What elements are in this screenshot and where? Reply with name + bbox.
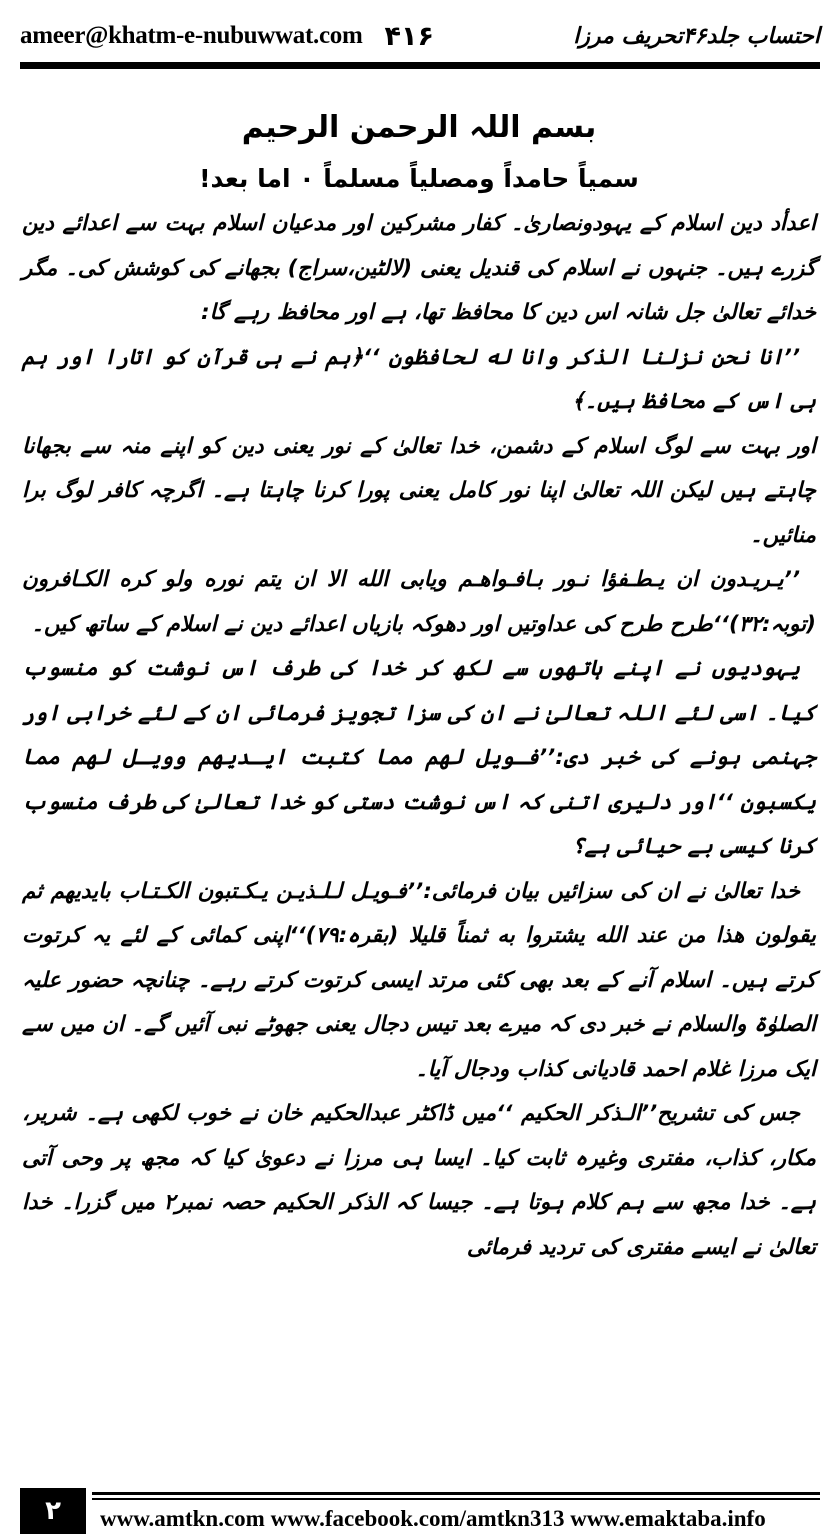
header-left	[20, 21, 434, 52]
footer-rule-thick	[92, 1492, 820, 1495]
salutation-heading: سمیاً حامداً ومصلیاً مسلماً ۰ اما بعد!	[199, 164, 639, 193]
page-number: ۴۱۶	[384, 20, 434, 52]
paragraph-3: اور بہت سے لوگ اسلام کے دشمن، خدا تعالیٰ کے نور یعنی دین کو اپنے منہ سے بجھانا چاہتے ہیں لیکن اللہ تعالیٰ اپنا نور کامل یعنی پورا کرنا چاہتا ہے۔ اگرچہ کافر لوگ برا منائیں۔	[22, 433, 816, 548]
footer-links[interactable]: www.amtkn.com www.facebook.com/amtkn313 www.emaktaba.info	[100, 1506, 766, 1531]
running-title: احتساب جلد۴۶تحریف مرزا	[573, 23, 820, 49]
paragraph-4-quran-quote: ’’یـریـدون ان یـطـفؤا نـور بـافـواهـم ویابی الله الا ان یتم نوره ولو کره الکـافرون (توبہ:۳۲)‘‘طرح طرح کی عداوتیں اور دھوکہ بازیاں اعدائے دین نے اسلام کے ساتھ کیں۔	[22, 567, 816, 637]
bismillah-heading: بسم اللہ الرحمن الرحیم	[241, 110, 597, 145]
header-rule	[20, 62, 820, 69]
page-footer	[20, 1488, 820, 1534]
paragraph-1: اعدأد دین اسلام کے یہودونصاریٰ۔ کفار مشرکین اور مدعیان اسلام بہت سے اعدائے دین گزرے ہیں۔ جنہوں نے اسلام کی قندیل یعنی (لالٹین،سراج) بجھانے کی کوشش کی۔ مگر خدائے تعالیٰ جل شانہ اس دین کا محافظ تھا، ہے اور محافظ رہے گا:	[22, 211, 816, 325]
header-email[interactable]: ameer@khatm-e-nubuwwat.com	[20, 22, 363, 49]
paragraph-5: یہودیوں نے اپنے ہاتھوں سے لکھ کر خدا کی طرف اس نوشت کو منسوب کیا۔ اسی لئے اللہ تعالیٰ نے ان کی سزا تجویز فرمائی ان کے لئے خرابی اور جہنمی ہونے کی خبر دی:’’فـویل لهم مما کتبت ایـدیهم وویـل لهم مما یکسبون ‘‘اور دلیری اتنی کہ اس نوشت دستی کو خدا تعالیٰ کی طرف منسوب کرنا کیسی بے حیائی ہے؟	[22, 656, 816, 859]
paragraph-6: خدا تعالیٰ نے ان کی سزائیں بیان فرمائی:’’فـویـل لـلـذیـن یـکـتبون الکـتـاب بایدیهم ثم یقولون هذا من عند الله یشتروا به ثمناً قلیلا (بقرہ:۷۹)‘‘اپنی کمائی کے لئے یہ کرتوت کرتے ہیں۔ اسلام آنے کے بعد بھی کئی مرتد ایسی کرتوت کرتے رہے۔ چنانچہ حضور علیہ الصلوٰۃ والسلام نے خبر دی کہ میرے بعد تیس دجال یعنی جھوٹے نبی آئیں گے۔ ان میں سے ایک مرزا غلام احمد قادیانی کذاب ودجال آیا۔	[22, 878, 816, 1082]
paragraph-2-quran-quote: ’’انا نحن نزلنا الذکر وانا له لحافظون ‘‘﴿ہم نے ہی قرآن کو اتارا اور ہم ہی اس کے محافظ ہیں۔﴾	[22, 344, 816, 414]
page-body	[22, 100, 816, 1270]
footer-sheet-number: ۲	[20, 1488, 86, 1534]
page-header	[20, 16, 820, 56]
paragraph-7: جس کی تشریح’’الـذکر الحکیم ‘‘میں ڈاکٹر عبدالحکیم خان نے خوب لکھی ہے۔ شریر، مکار، کذاب، مفتری وغیرہ ثابت کیا۔ ایسا ہی مرزا نے دعویٰ کیا کہ مجھ پر وحی آتی ہے۔ خدا مجھ سے ہم کلام ہوتا ہے۔ جیسا کہ الذکر الحکیم حصہ نمبر۲ میں گزرا۔ خدا تعالیٰ نے ایسے مفتری کی تردید فرمائی	[22, 1101, 816, 1260]
footer-rule-thin	[92, 1498, 820, 1500]
